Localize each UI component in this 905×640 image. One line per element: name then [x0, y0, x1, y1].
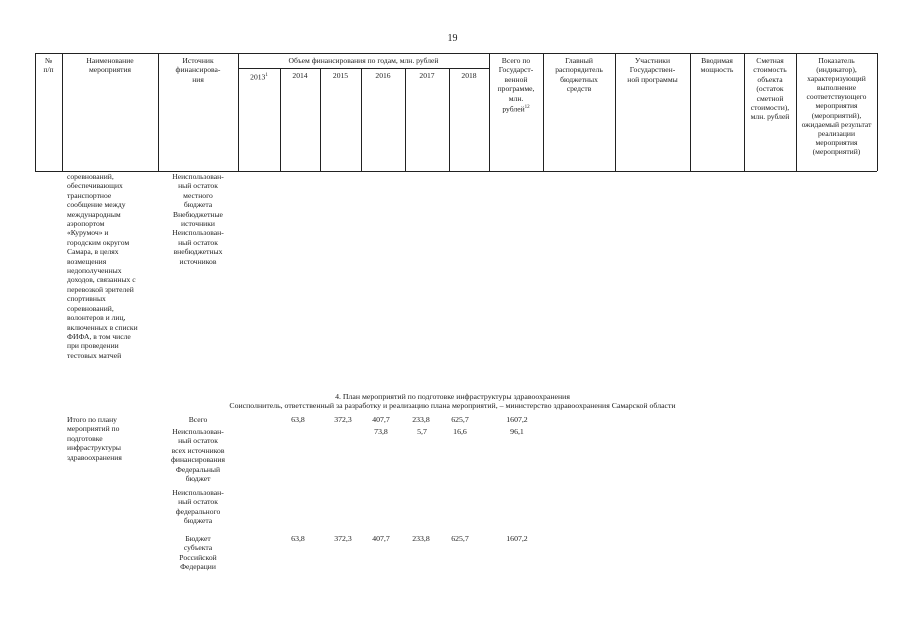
header-year-2014: 2014	[292, 71, 308, 80]
value-cell: 5,7	[417, 427, 427, 436]
source-regional: Бюджет субъекта Российской Федерации	[179, 534, 217, 572]
value-cell: 63,8	[291, 534, 305, 543]
header-year-2015: 2015	[332, 71, 349, 80]
value-cell: 372,3	[334, 415, 352, 424]
total-footnote: 12	[524, 105, 530, 111]
value-cell: 372,3	[334, 534, 352, 543]
value-cell: 1607,2	[506, 415, 528, 424]
header-year-2017: 2017	[419, 71, 435, 80]
section-subtitle: Соисполнитель, ответственный за разработку и реализацию плана мероприятий, – министерство здравоохранения Самарской области	[229, 401, 676, 410]
continuation-name: соревнований, обеспечивающих транспортное сообщение между международным аэропортом «Курумоч» и городским округом Самара, в целях возмещения недополученных доходов, связанных с перевозкой зрителей спортивных соревнований, волонтеров и лиц, включенных в списки ФИФА, в том числе при проведении тестовых матчей	[67, 172, 138, 360]
header-year-2016: 2016	[375, 71, 391, 80]
page-number: 19	[447, 33, 458, 44]
value-cell: 1607,2	[506, 534, 528, 543]
header-participants: Участники Государствен- ной программы	[627, 56, 678, 84]
header-volume: Объем финансирования по годам, млн. рублей	[288, 56, 439, 65]
header-estimated-cost: Сметная стоимость объекта (остаток сметной стоимости), млн. рублей	[750, 56, 790, 122]
header-num: № п/п	[43, 56, 54, 75]
value-cell: 63,8	[291, 415, 305, 424]
source-unused-federal: Неиспользован- ный остаток федерального бюджета	[172, 488, 224, 526]
value-cell: 73,8	[374, 427, 388, 436]
source-federal: Федеральный бюджет	[175, 465, 221, 484]
header-year-2013: 2013$^1$	[250, 72, 268, 82]
header-main-manager: Главный распорядитель бюджетных средств	[555, 56, 603, 94]
header-indicator: Показатель (индикатор), характеризующий выполнение соответствующего мероприятия (мероприятий), ожидаемый результат реализации мероприятия (мероприятий)	[801, 56, 872, 156]
source-unused-all: Неиспользован- ный остаток всех источников финансирования	[171, 427, 225, 465]
header-source: Источник финансирова- ния	[175, 56, 221, 84]
value-cell: 96,1	[510, 427, 524, 436]
header-year-2018: 2018	[461, 71, 477, 80]
value-cell: 233,8	[412, 415, 430, 424]
value-cell: 16,6	[453, 427, 467, 436]
source-total: Всего	[188, 415, 208, 424]
value-cell: 407,7	[372, 534, 390, 543]
value-cell: 625,7	[451, 415, 469, 424]
section-title: 4. План мероприятий по подготовке инфраструктуры здравоохранения	[335, 392, 570, 401]
value-cell: 625,7	[451, 534, 469, 543]
value-cell: 407,7	[372, 415, 390, 424]
header-name: Наименование мероприятия	[86, 56, 134, 75]
year-footnote: 1	[265, 73, 268, 78]
value-cell: 233,8	[412, 534, 430, 543]
total-name: Итого по плану мероприятий по подготовке инфраструктуры здравоохранения	[67, 415, 122, 462]
header-total: Всего по Государст- венной программе, млн. рублей$^{12}$	[497, 56, 535, 114]
continuation-sources: Неиспользован- ный остаток местного бюджета Внебюджетные источники Неиспользован- ный остаток внебюджетных источников	[172, 172, 224, 266]
header-capacity: Вводимая мощность	[700, 56, 734, 75]
